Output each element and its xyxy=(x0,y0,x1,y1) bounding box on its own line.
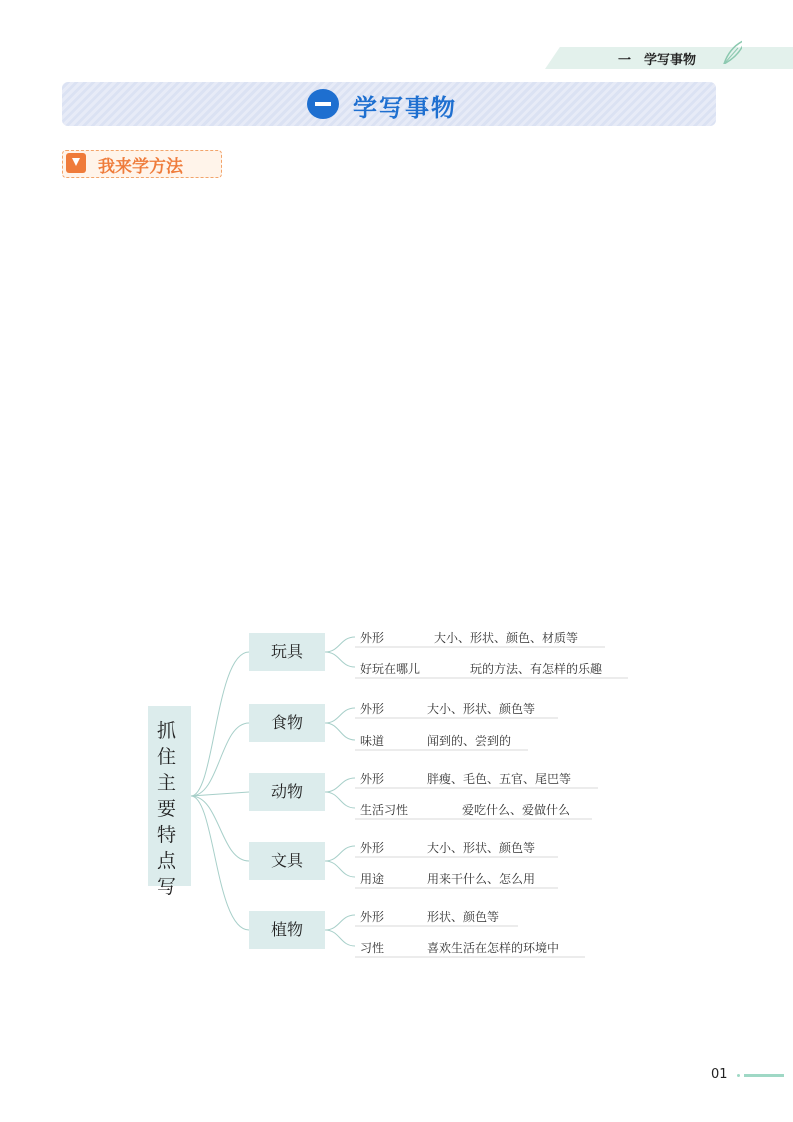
trait-name: 外形 xyxy=(360,841,385,855)
branch-stationery: 文具 xyxy=(249,842,325,880)
trait-desc: 爱吃什么、爱做什么 xyxy=(462,803,571,817)
trait-name: 外形 xyxy=(360,702,385,716)
trait-desc: 形状、颜色等 xyxy=(427,910,500,924)
title-number-badge xyxy=(307,89,339,119)
page-rule xyxy=(744,1074,784,1077)
trait-desc: 玩的方法、有怎样的乐趣 xyxy=(470,662,603,676)
trait-name: 习性 xyxy=(360,941,385,955)
page-number: 01 xyxy=(711,1067,728,1082)
chapter-header: 一 学写事物 xyxy=(618,53,697,68)
page-dot xyxy=(737,1074,740,1077)
trait-name: 外形 xyxy=(360,631,385,645)
trait-name: 外形 xyxy=(360,910,385,924)
branch-food: 食物 xyxy=(249,704,325,742)
trait-name: 味道 xyxy=(360,734,385,748)
trait-desc: 胖瘦、毛色、五官、尾巴等 xyxy=(427,772,572,786)
trait-name: 用途 xyxy=(360,872,385,886)
trait-desc: 闻到的、尝到的 xyxy=(427,734,512,748)
method-heading: 我来学方法 xyxy=(98,157,183,177)
trait-name: 生活习性 xyxy=(360,803,409,817)
branch-plant: 植物 xyxy=(249,911,325,949)
trait-name: 好玩在哪儿 xyxy=(360,662,421,676)
feather-icon xyxy=(718,36,742,64)
branch-toy: 玩具 xyxy=(249,633,325,671)
trait-desc: 用来干什么、怎么用 xyxy=(427,872,536,886)
page-title: 学写事物 xyxy=(353,94,457,122)
trait-desc: 大小、形状、颜色、材质等 xyxy=(434,631,579,645)
tree-root-label: 抓住主要特点写 xyxy=(157,720,177,898)
trait-name: 外形 xyxy=(360,772,385,786)
download-arrow-icon xyxy=(66,153,86,173)
branch-animal: 动物 xyxy=(249,773,325,811)
trait-desc: 大小、形状、颜色等 xyxy=(427,702,536,716)
trait-desc: 大小、形状、颜色等 xyxy=(427,841,536,855)
trait-desc: 喜欢生活在怎样的环境中 xyxy=(427,941,560,955)
